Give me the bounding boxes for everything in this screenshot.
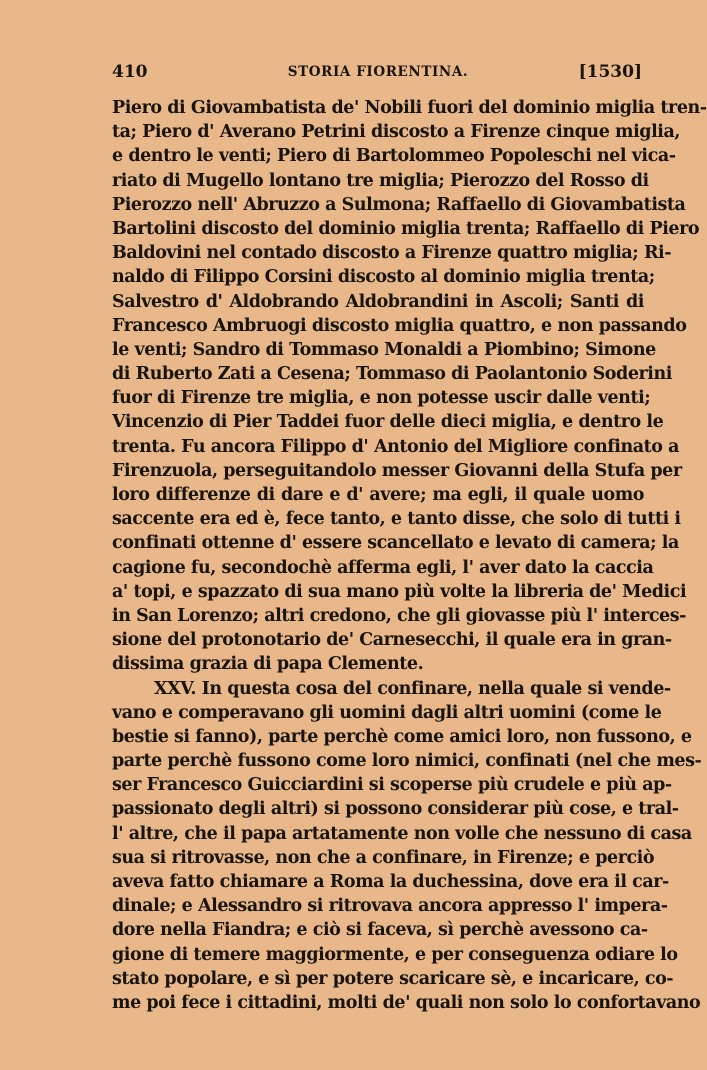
text-line: sua si ritrovasse, non che a confinare, in Firenze; e perciò	[112, 847, 655, 868]
text-line: parte perchè fussono come loro nimici, confinati (nel che mes-	[112, 751, 702, 772]
text-line: loro differenze di dare e d' avere; ma egli, il quale uomo	[112, 485, 644, 505]
year-marker: [1530]	[578, 62, 642, 82]
paragraph	[112, 677, 702, 1016]
text-line: a' topi, e spazzato di sua mano più volte la libreria de' Medici	[112, 581, 687, 602]
text-line: le venti; Sandro di Tommaso Monaldi a Piombino; Simone	[112, 339, 656, 360]
text-line: Bartolini discosto del dominio miglia trenta; Raffaello di Piero	[112, 218, 700, 239]
text-line: dissima grazia di papa Clemente.	[112, 654, 424, 675]
text-line: Piero di Giovambatista de' Nobili fuori del dominio miglia tren-	[112, 98, 707, 118]
text-line: trenta. Fu ancora Filippo d' Antonio del Migliore confinato a	[112, 436, 680, 457]
text-line: confinati ottenne d' essere scancellato e levato di camera; la	[112, 533, 679, 554]
text-line: sione del protonotario de' Carnesecchi, il quale era in gran-	[112, 630, 672, 651]
text-line: l' altre, che il papa artatamente non volle che nessuno di casa	[112, 823, 692, 844]
text-line: riato di Mugello lontano tre miglia; Pierozzo del Rosso di	[112, 170, 649, 191]
text-line: naldo di Filippo Corsini discosto al dominio miglia trenta;	[112, 267, 655, 288]
text-line: Vincenzio di Pier Taddei fuor delle dieci miglia, e dentro le	[112, 412, 664, 433]
text-line: di Ruberto Zati a Cesena; Tommaso di Paolantonio Soderini	[112, 364, 672, 385]
text-line: stato popolare, e sì per potere scaricare sè, e incaricare, co-	[112, 968, 674, 989]
running-header	[112, 62, 644, 88]
text-line: ser Francesco Guicciardini si scoperse più crudele e più ap-	[112, 775, 672, 796]
running-title: STORIA FIORENTINA.	[287, 64, 469, 80]
text-line: cagione fu, secondochè afferma egli, l' aver dato la caccia	[112, 557, 654, 578]
text-line: Firenzuola, perseguitandolo messer Giovanni della Stufa per	[112, 460, 682, 481]
text-line: aveva fatto chiamare a Roma la duchessina, dove era il car-	[112, 872, 669, 892]
text-line: Baldovini nel contado discosto a Firenze quattro miglia; Ri-	[112, 243, 672, 264]
text-line: Francesco Ambruogi discosto miglia quattro, e non passando	[112, 315, 687, 336]
text-line: vano e comperavano gli uomini dagli altri uomini (come le	[112, 702, 662, 723]
text-line: dore nella Fiandra; e ciò si faceva, sì perchè avessono ca-	[112, 920, 648, 941]
page-number: 410	[112, 62, 148, 82]
text-line: passionato degli altri) si possono considerar più cose, e tral-	[112, 799, 679, 820]
text-line: Pierozzo nell' Abruzzo a Sulmona; Raffaello di Giovambatista	[112, 194, 686, 215]
body-text	[112, 96, 707, 1015]
text-line: e dentro le venti; Piero di Bartolommeo Popoleschi nel vica-	[112, 146, 676, 167]
text-line: XXV. In questa cosa del confinare, nella quale si vende-	[154, 678, 671, 699]
paragraph	[112, 96, 707, 677]
text-line: in San Lorenzo; altri credono, che gli giovasse più l' interces-	[112, 605, 686, 626]
text-line: fuor di Firenze tre miglia, e non potesse uscir dalle venti;	[112, 388, 651, 409]
text-line: me poi fece i cittadini, molti de' quali non solo lo confortavano	[112, 992, 701, 1013]
text-line: ta; Piero d' Averano Petrini discosto a Firenze cinque miglia,	[112, 122, 680, 143]
text-line: bestie si fanno), parte perchè come amici loro, non fussono, e	[112, 726, 692, 747]
text-line: saccente era ed è, fece tanto, e tanto disse, che solo di tutti i	[112, 509, 681, 530]
text-line: gione di temere maggiormente, e per conseguenza odiare lo	[112, 944, 678, 965]
text-line: dinale; e Alessandro si ritrovava ancora appresso l' impera-	[112, 896, 668, 917]
text-line: Salvestro d' Aldobrando Aldobrandini in Ascoli; Santi di	[112, 291, 644, 312]
